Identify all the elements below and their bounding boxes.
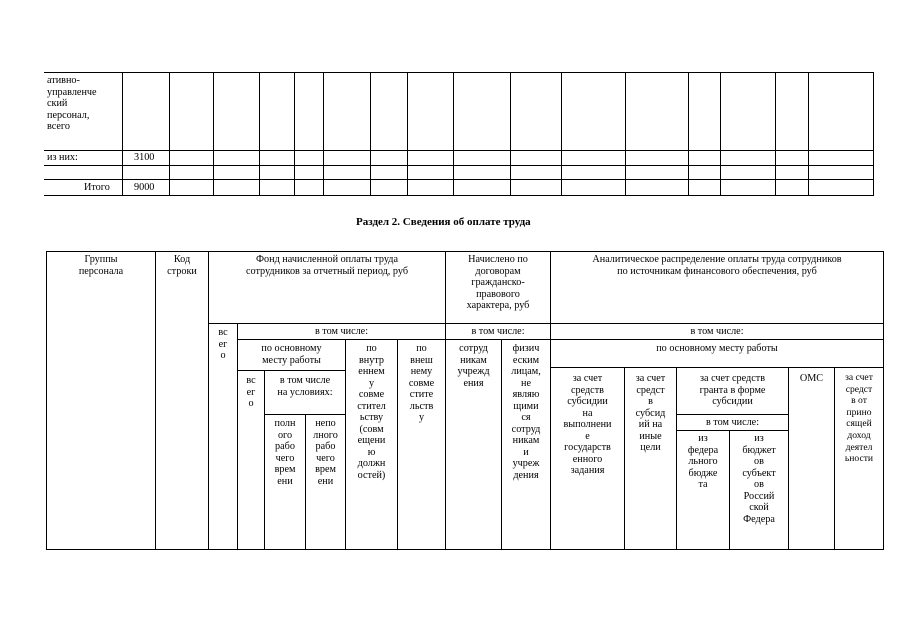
row-code-3100: 3100 [134, 152, 155, 163]
header-full-time: полн ого рабо чего врем ени [274, 418, 296, 487]
header-main-job-analytic: по основному месту работы [656, 343, 778, 354]
header-to-employees: сотруд никам учрежд ения [457, 343, 490, 389]
header-vsego-2: вс ег о [246, 375, 256, 409]
header-gph: Начислено по договорам гражданско- правового характера, руб [466, 254, 530, 311]
header-including-fund: в том числе: [314, 326, 369, 337]
row-label-admin-staff: ативно- управленче ский персонал, всего [47, 75, 97, 132]
header-analytic: Аналитическое распределение оплаты труда сотрудников по источникам финансового обеспечения, руб [592, 254, 842, 277]
header-including-gph: в том числе: [471, 326, 525, 337]
header-federal-budget: из федера льного бюдже та [687, 433, 719, 490]
header-income-activity: за счет средст в от прино сящей доход деятел ьности [844, 372, 874, 465]
header-subject-budget: из бюджет ов субъект ов Россий ской Федера [742, 433, 776, 525]
header-including-analytic: в том числе: [690, 326, 744, 337]
header-to-individuals: физич еским лицам, не являю щими ся сотруд никам и учреж дения [511, 343, 541, 481]
header-vsego-1: вс ег о [218, 327, 228, 361]
header-grant: за счет средств гранта в форме субсидии [699, 373, 766, 407]
header-main-job: по основному месту работы [261, 343, 322, 366]
header-state-task: за счет средств субсидии на выполнени е государств енного задания [563, 373, 612, 476]
header-including-grant: в том числе: [705, 417, 760, 428]
section-2-title: Раздел 2. Сведения об оплате труда [356, 216, 531, 228]
header-code: Код строки [167, 254, 197, 277]
header-other-purposes: за счет средст в субсид ий на иные цели [635, 373, 666, 453]
row-label-of-them: из них: [47, 152, 78, 163]
header-external-parttime: по внеш нему совме стите льств у [408, 343, 435, 423]
row-code-9000: 9000 [134, 182, 155, 193]
row-label-total: Итого [84, 182, 110, 193]
header-groups: Группы персонала [78, 254, 124, 277]
header-fund: Фонд начисленной оплаты труда сотрудников за отчетный период, руб [245, 254, 409, 277]
header-oms: ОМС [799, 373, 824, 384]
header-internal-parttime: по внутр еннем у совме стител ьству (совм ещени ю должн остей) [357, 343, 386, 481]
header-part-time: непо лного рабо чего врем ени [313, 418, 338, 487]
header-including-conditions: в том числе на условиях: [277, 375, 333, 398]
